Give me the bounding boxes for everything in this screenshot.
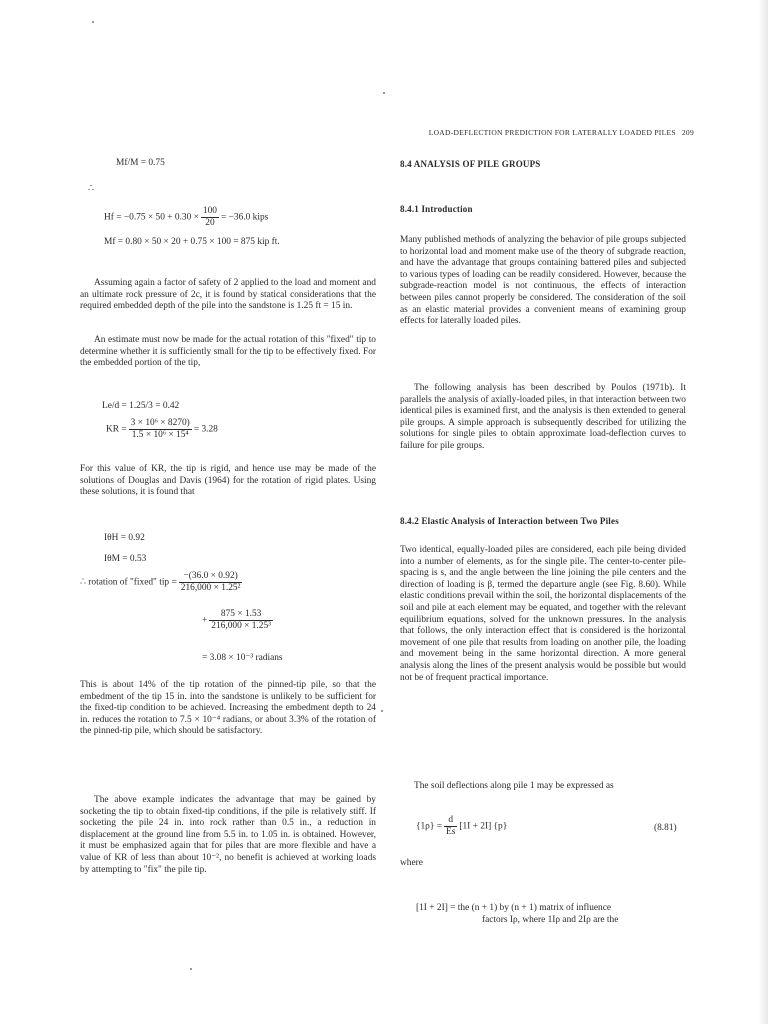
fraction-rotation-2 (209, 609, 273, 632)
fraction-numerator: −(36.0 × 0.92) (179, 571, 243, 583)
fraction-rotation-1 (179, 571, 243, 594)
equation-hf-lhs: Hf = −0.75 × 50 + 0.30 × (104, 212, 199, 223)
fraction-denominator: 1.5 × 10⁶ × 15⁴ (131, 430, 189, 440)
fraction-denominator: 216,000 × 1.25² (180, 583, 241, 593)
equation-8-81-lhs: {1ρ} = (416, 821, 442, 832)
scan-speck (383, 92, 385, 94)
paragraph: The following analysis has been described by Poulos (1971b). It parallels the analysis of axially-loaded piles, in that interaction between two identical piles is examined first, and the analysis is then extended to general pile groups. A simple approach is subsequently described for utilizing the solutions for single piles to obtain approximate load-deflection curves to failure for pile groups. (400, 383, 686, 451)
equation-kr-rhs: = 3.28 (193, 424, 218, 435)
running-head (352, 128, 694, 137)
paragraph: Two identical, equally-loaded piles are considered, each pile being divided into a number of elements, as for the single pile. The center-to-center pile-spacing is s, and the angle between the line joining the pile centers and the direction of loading is β, termed the departure angle (see Fig. 8.60). While elastic conditions prevail within the soil, the horizontal displacements of the soil and pile at each element may be equated, and together with the relevant equilibrium equations, solved for the unknown pressures. In the analysis that follows, the only interaction effect that is considered is the horizontal movement of one pile that results from loading on another pile, the loading and movement being in the same horizontal direction. A more general analysis along the lines of the present analysis would be possible but would not be of frequent practical importance. (400, 545, 686, 683)
page-edge-shadow (758, 0, 768, 1024)
where-label: where (400, 858, 423, 868)
paragraph: For this value of KR, the tip is rigid, and hence use may be made of the solutions of Douglas and Davis (1964) for the rotation of rigid plates. Using these solutions, it is found that (80, 464, 376, 498)
equation-hf (104, 206, 268, 229)
plus-sign: + (202, 615, 208, 626)
fraction-numerator: d (444, 815, 457, 827)
running-head-title: LOAD-DEFLECTION PREDICTION FOR LATERALLY LOADED PILES (428, 128, 676, 137)
section-heading: 8.4 ANALYSIS OF PILE GROUPS (400, 159, 541, 169)
subsection-heading: 8.4.2 Elastic Analysis of Interaction between Two Piles (400, 516, 619, 526)
equation-moment-ratio: Mf/M = 0.75 (116, 158, 165, 168)
equation-kr (106, 418, 218, 441)
fraction-d-over-es (444, 815, 457, 838)
equation-hf-rhs: = −36.0 kips (220, 212, 269, 223)
equation-embed-ratio: Le/d = 1.25/3 = 0.42 (102, 401, 180, 411)
fraction-denominator: 20 (205, 218, 215, 228)
subsection-heading: 8.4.1 Introduction (400, 204, 473, 214)
fraction-numerator: 100 (202, 206, 217, 216)
page-number: 209 (681, 128, 694, 137)
equation-kr-lhs: KR = (106, 424, 127, 435)
equation-rotation-term2 (202, 609, 275, 632)
equation-rotation-result: = 3.08 × 10⁻³ radians (202, 653, 283, 663)
paragraph: This is about 14% of the tip rotation of the pinned-tip pile, so that the embedment of the tip 15 in. into the sandstone is unlikely to be sufficient for the fixed-tip condition to be achieved. Increasing the embedment depth to 24 in. reduces the rotation to 7.5 × 10⁻⁴ radians, or about 3.3% of the rotation of the pinned-tip pile, which should be satisfactory. (80, 680, 376, 737)
paragraph: An estimate must now be made for the actual rotation of this "fixed" tip to determine whether it is sufficiently small for the tip to be effectively fixed. For the embedded portion of the tip, (80, 335, 376, 369)
paragraph: The above example indicates the advantage that may be gained by socketing the tip to obtain fixed-tip conditions, if the pile is relatively stiff. If socketing the pile 24 in. into rock rather than 0.5 in., a reduction in displacement at the ground line from 5.5 in. to 1.05 in. is obtained. However, it must be emphasized again that for piles that are more flexible and have a value of KR of less than about 10⁻², no benefit is achieved at working loads by attempting to "fix" the pile tip. (80, 795, 376, 875)
equation-8-81 (416, 815, 507, 838)
fraction-denominator: Es (446, 827, 456, 837)
paragraph: Assuming again a factor of safety of 2 applied to the load and moment and an ultimate rock pressure of 2c, it is found by statical considerations that the required embedded depth of the pile into the sandstone is 1.25 ft = 15 in. (80, 278, 376, 312)
scan-speck (381, 710, 383, 712)
equation-i-theta-m: IθM = 0.53 (104, 554, 147, 564)
equation-rotation (80, 571, 244, 594)
definition-line: factors Iρ, where 1Iρ and 2Iρ are the (482, 915, 619, 925)
equation-rotation-lhs: ∴ rotation of "fixed" tip = (80, 577, 177, 588)
fraction-kr (129, 418, 192, 441)
therefore-symbol: ∴ (88, 184, 94, 194)
equation-i-theta-h: IθH = 0.92 (104, 533, 145, 543)
fraction-numerator: 875 × 1.53 (209, 609, 273, 621)
paragraph: Many published methods of analyzing the behavior of pile groups subjected to horizontal load and moment make use of the theory of subgrade reaction, and have the advantage that groups containing battered piles and subjected to various types of loading can be readily considered. However, because the subgrade-reaction model is not continuous, the effects of interaction between piles cannot properly be considered. The consideration of the soil as an elastic material provides a convenient means of examining group effects for laterally loaded piles. (400, 235, 686, 327)
fraction-denominator: 216,000 × 1.25³ (211, 621, 271, 631)
fraction-numerator: 3 × 10⁶ × 8270) (130, 418, 190, 428)
equation-number: (8.81) (654, 823, 677, 833)
definition-line: [1I + 2I] = the (n + 1) by (n + 1) matrix of influence (416, 903, 612, 913)
equation-mf: Mf = 0.80 × 50 × 20 + 0.75 × 100 = 875 kip ft. (104, 237, 280, 247)
paragraph: The soil deflections along pile 1 may be expressed as (414, 781, 614, 791)
equation-8-81-rhs: [1I + 2I] {p} (459, 821, 508, 832)
fraction-hf (201, 206, 219, 229)
scan-speck (92, 21, 94, 23)
scan-speck (190, 968, 192, 970)
